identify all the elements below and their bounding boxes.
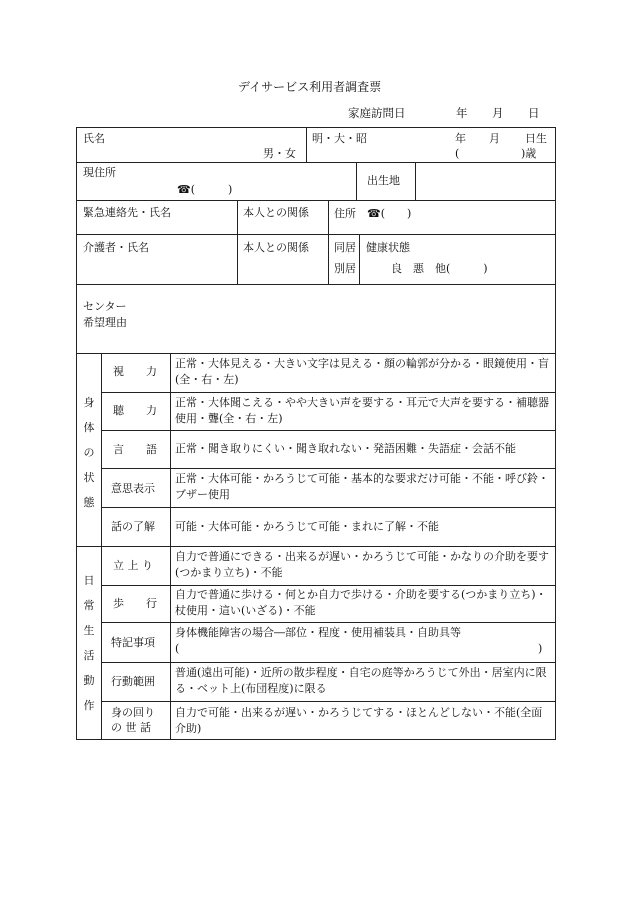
visit-year-label: 年 bbox=[456, 106, 468, 120]
center-label: センター bbox=[83, 300, 127, 313]
survey-form bbox=[76, 127, 556, 740]
age-open: ( bbox=[455, 147, 460, 160]
cohabit-label: 同居 bbox=[334, 241, 356, 254]
walking-label: 歩 行 bbox=[113, 597, 157, 610]
birth-year-label: 年 bbox=[455, 132, 466, 145]
visit-date-label: 家庭訪問日 bbox=[348, 106, 406, 120]
hearing-label: 聴 力 bbox=[113, 404, 157, 417]
visit-month-label: 月 bbox=[492, 106, 504, 120]
col-divider bbox=[170, 353, 171, 739]
row-divider bbox=[77, 546, 555, 547]
reason-label: 希望理由 bbox=[83, 316, 127, 329]
col-divider bbox=[101, 353, 102, 739]
col-divider bbox=[328, 200, 329, 284]
activity-range-label: 行動範囲 bbox=[111, 675, 155, 688]
home-phone: ☎( ) bbox=[177, 183, 233, 196]
emergency-relation-label: 本人との関係 bbox=[243, 206, 309, 219]
caregiver-label: 介護者・氏名 bbox=[83, 241, 149, 254]
col-divider bbox=[306, 128, 307, 162]
expression-options: 正常・大体可能・かろうじて可能・基本的な要求だけ可能・不能・呼び鈴・ブザー使用 bbox=[175, 472, 549, 501]
self-care-label-1: 身の回り bbox=[111, 706, 155, 719]
birth-day-label: 日生 bbox=[525, 132, 547, 145]
caregiver-relation-label: 本人との関係 bbox=[243, 241, 309, 254]
col-divider bbox=[359, 234, 360, 284]
daily-life-header: 日 常 生 活 動 作 bbox=[83, 574, 95, 712]
health-label: 健康状態 bbox=[366, 241, 410, 254]
emergency-address-label: 住所 bbox=[334, 207, 356, 220]
speech-options: 正常・聞き取りにくい・聞き取れない・発語困難・失語症・会話不能 bbox=[175, 442, 516, 455]
special-notes-open: ( bbox=[175, 642, 180, 655]
era-options: 明・大・昭 bbox=[312, 132, 367, 145]
col-divider bbox=[356, 162, 357, 200]
birth-month-label: 月 bbox=[489, 132, 500, 145]
speech-label: 言 語 bbox=[113, 443, 157, 456]
row-divider bbox=[77, 353, 555, 354]
self-care-options: 自力で可能・出来るが遅い・かろうじてする・ほとんどしない・不能(全面介助) bbox=[175, 706, 543, 735]
emergency-phone: ☎( ) bbox=[367, 207, 412, 220]
emergency-contact-label: 緊急連絡先・氏名 bbox=[83, 206, 171, 219]
body-state-header: 身 体 の 状 態 bbox=[83, 396, 95, 509]
col-divider bbox=[237, 200, 238, 284]
expression-label: 意思表示 bbox=[111, 482, 155, 495]
hearing-options: 正常・大体聞こえる・やや大きい声を要する・耳元で大声を要する・補聴器使用・聾(全・右・左) bbox=[175, 396, 549, 425]
visit-day-label: 日 bbox=[528, 106, 540, 120]
birthplace-label: 出生地 bbox=[367, 174, 400, 187]
self-care-label-2: の 世 話 bbox=[111, 721, 151, 734]
special-notes-text: 身体機能障害の場合―部位・程度・使用補装具・自助具等 bbox=[175, 626, 461, 639]
walking-options: 自力で普通に歩ける・何とか自力で歩ける・介助を要する(つかまり立ち)・杖使用・這い(いざる)・不能 bbox=[175, 588, 547, 617]
special-notes-label: 特記事項 bbox=[111, 636, 155, 649]
row-divider bbox=[77, 200, 555, 201]
special-notes-close: ) bbox=[538, 642, 543, 655]
row-divider bbox=[77, 162, 555, 163]
vision-options: 正常・大体見える・大きい文字は見える・顔の輪郭が分かる・眼鏡使用・盲(全・右・左) bbox=[175, 357, 549, 386]
col-divider bbox=[415, 162, 416, 200]
gender-options: 男・女 bbox=[263, 147, 296, 160]
understanding-label: 話の了解 bbox=[111, 520, 155, 533]
row-divider bbox=[77, 234, 555, 235]
form-title: デイサービス利用者調査票 bbox=[238, 80, 382, 94]
standing-options: 自力で普通にできる・出来るが遅い・かろうじて可能・かなりの介助を要す(つかまり立ち)・不能 bbox=[175, 550, 549, 579]
vision-label: 視 力 bbox=[113, 365, 157, 378]
separate-label: 別居 bbox=[334, 262, 356, 275]
understanding-options: 可能・大体可能・かろうじて可能・まれに了解・不能 bbox=[175, 520, 439, 533]
row-divider bbox=[77, 284, 555, 285]
standing-label: 立 上 り bbox=[113, 559, 153, 572]
activity-range-options: 普通(遠出可能)・近所の散歩程度・自宅の庭等かろうじて外出・居室内に限る・ベット上(布団程度)に限る bbox=[175, 666, 547, 695]
name-label: 氏名 bbox=[83, 132, 105, 145]
age-close: )歳 bbox=[521, 147, 537, 160]
address-label: 現住所 bbox=[83, 166, 116, 179]
health-options: 良 悪 他( ) bbox=[391, 262, 488, 275]
